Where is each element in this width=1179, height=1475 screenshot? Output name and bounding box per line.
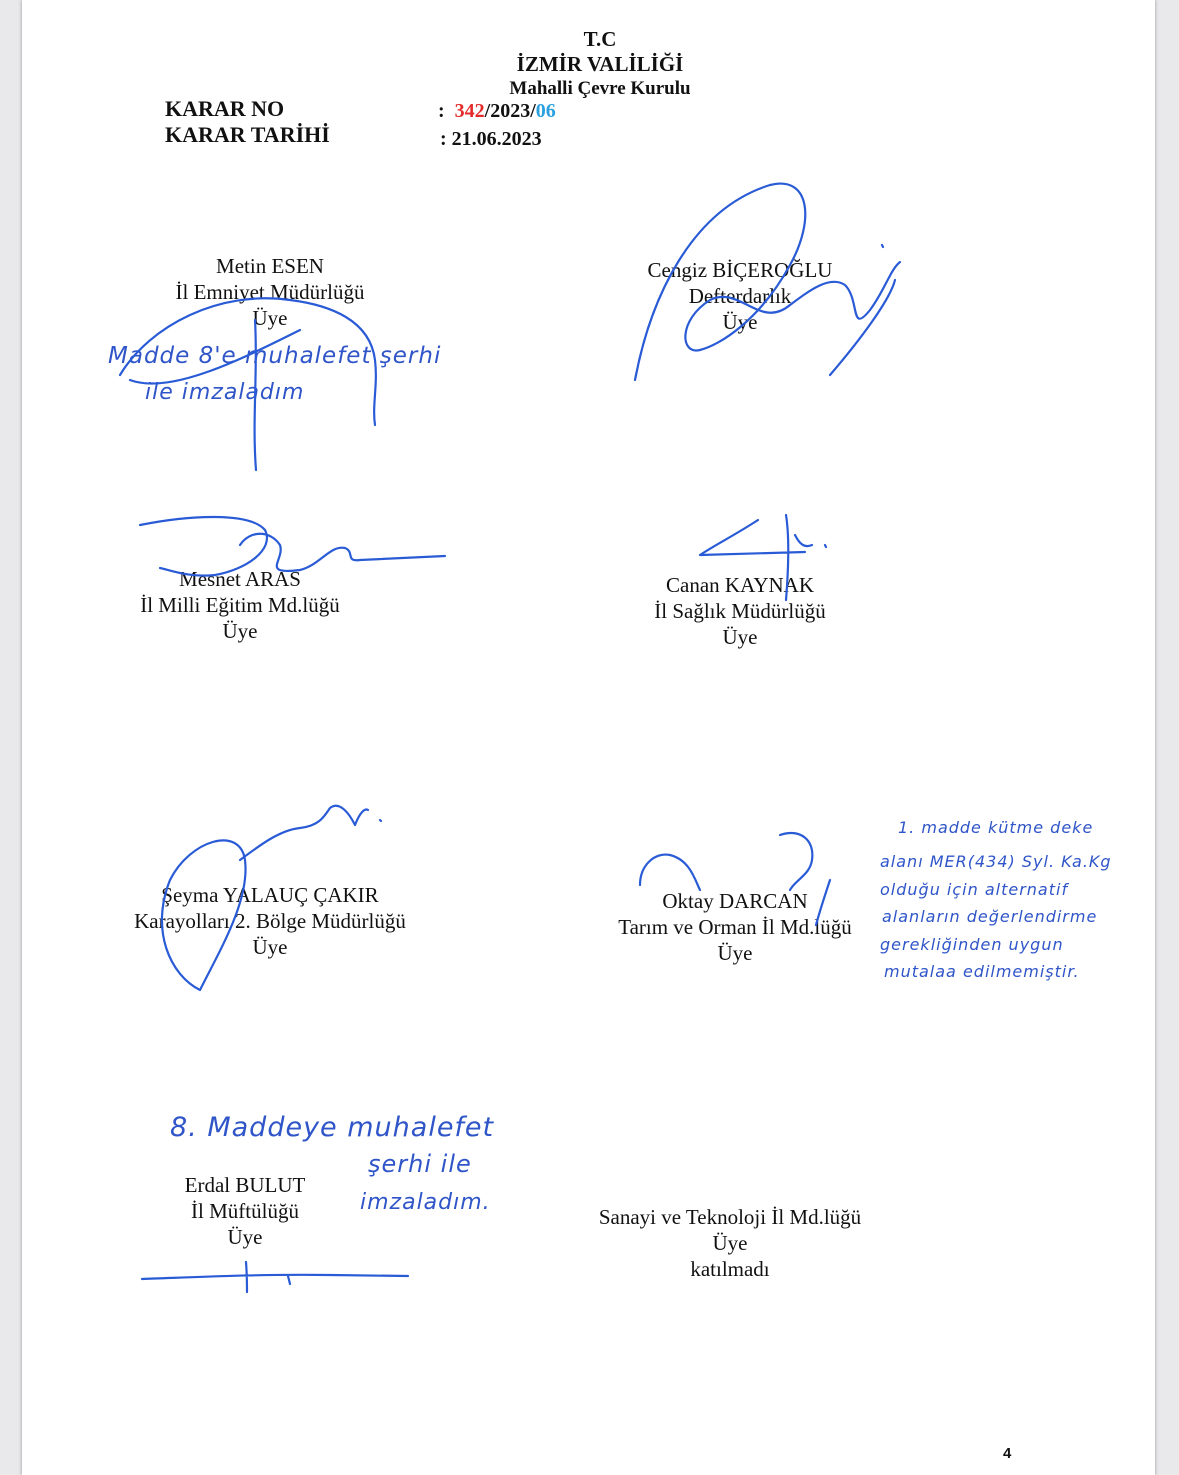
member-office: Defterdarlık: [688, 284, 792, 308]
member-office: İl Emniyet Müdürlüğü: [175, 280, 365, 304]
member-office: Tarım ve Orman İl Md.lüğü: [618, 915, 852, 939]
member-role: Üye: [222, 619, 258, 643]
signature-cakir: [162, 806, 381, 990]
header-tc: T.C: [583, 27, 617, 51]
signature-darcan: [640, 833, 830, 925]
member-role: Üye: [712, 1231, 748, 1255]
handwritten-note-bulut-3: imzaladım.: [360, 1190, 491, 1215]
handwritten-note-darcan-4: alanların değerlendirme: [882, 907, 1098, 926]
member-role: Üye: [717, 941, 753, 965]
member-role: Üye: [722, 625, 758, 649]
header-governorship: İZMİR VALİLİĞİ: [516, 52, 684, 76]
member-office: İl Müftülüğü: [191, 1199, 299, 1223]
member-note: katılmadı: [690, 1257, 770, 1281]
header-board: Mahalli Çevre Kurulu: [509, 78, 691, 99]
decision-no-label: KARAR NO: [165, 96, 285, 121]
handwritten-note-esen-1: Madde 8'e muhalefet şerhi: [108, 343, 442, 369]
signature-esen: [120, 298, 376, 470]
handwritten-note-bulut-2: şerhi ile: [368, 1150, 472, 1178]
decision-no-part2: /2023/: [484, 100, 536, 122]
decision-no-part1: 342: [454, 100, 485, 122]
member-name: Oktay DARCAN: [662, 889, 808, 913]
member-name: Şeyma YALAUÇ ÇAKIR: [161, 883, 379, 907]
signature-bulut: [142, 1262, 408, 1292]
handwritten-note-darcan-5: gerekliğinden uygun: [880, 935, 1064, 954]
member-office: Karayolları 2. Bölge Müdürlüğü: [134, 909, 406, 933]
member-role: Üye: [252, 306, 288, 330]
member-name: Cengiz BİÇEROĞLU: [647, 258, 833, 282]
handwritten-note-esen-2: ile imzaladım: [145, 380, 305, 405]
page-number: 4: [1003, 1445, 1012, 1462]
member-role: Üye: [227, 1225, 263, 1249]
member-name: Canan KAYNAK: [666, 573, 814, 597]
handwritten-note-darcan-6: mutalaa edilmemiştir.: [884, 962, 1080, 981]
signature-kaynak: [700, 515, 826, 600]
decision-date-label: KARAR TARİHİ: [165, 122, 330, 147]
signature-aras: [140, 517, 445, 576]
member-office: İl Sağlık Müdürlüğü: [654, 599, 826, 623]
signature-bicero: [635, 184, 900, 380]
member-role: Üye: [722, 310, 758, 334]
decision-no-part3: 06: [535, 100, 556, 122]
decision-no-sep: :: [438, 100, 445, 122]
member-office: Sanayi ve Teknoloji İl Md.lüğü: [598, 1205, 862, 1229]
decision-date-value: : 21.06.2023: [440, 128, 542, 150]
member-name: Mesnet ARAS: [179, 567, 301, 591]
handwritten-note-bulut-1: 8. Maddeye muhalefet: [170, 1112, 495, 1143]
member-role: Üye: [252, 935, 288, 959]
handwritten-note-darcan-2: alanı MER(434) Syl. Ka.Kg: [880, 852, 1112, 871]
handwritten-note-darcan-3: olduğu için alternatif: [880, 880, 1069, 899]
member-name: Erdal BULUT: [184, 1173, 306, 1197]
handwritten-note-darcan-1: 1. madde kütme deke: [898, 818, 1094, 837]
member-office: İl Milli Eğitim Md.lüğü: [140, 593, 340, 617]
member-name: Metin ESEN: [216, 254, 324, 278]
